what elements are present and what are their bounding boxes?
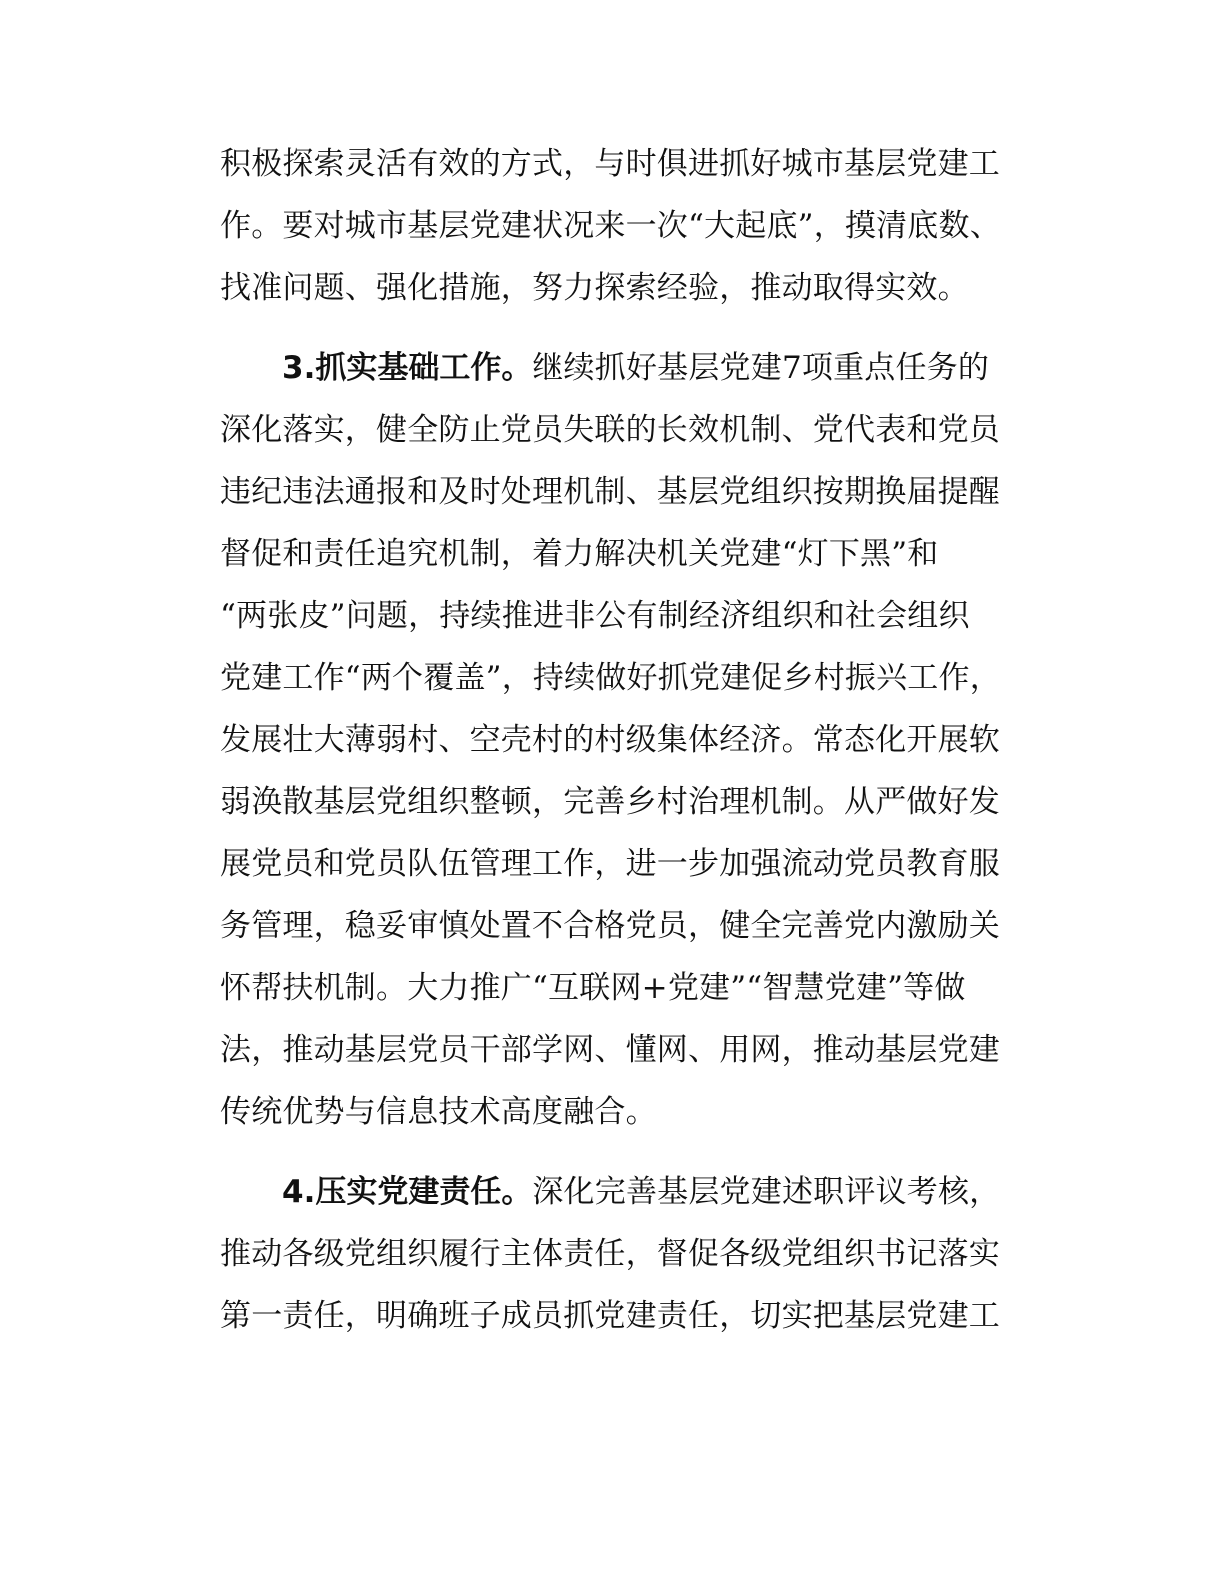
- section-3-heading: 3.抓实基础工作。: [282, 350, 533, 386]
- section-4-heading: 4.压实党建责任。: [282, 1174, 533, 1210]
- text-line: 弱涣散基层党组织整顿，完善乡村治理机制。从严做好发: [220, 784, 1000, 820]
- text-line: 第一责任，明确班子成员抓党建责任，切实把基层党建工: [220, 1298, 1000, 1334]
- text-line: 党建工作“两个覆盖”，持续做好抓党建促乡村振兴工作，: [220, 660, 1001, 696]
- text-line: 务管理，稳妥审慎处置不合格党员，健全完善党内激励关: [220, 908, 1000, 944]
- section-3-first-line: [282, 346, 989, 390]
- text-line: 督促和责任追究机制，着力解决机关党建“灯下黑”和: [220, 536, 939, 572]
- section-4-text: 深化完善基层党建述职评议考核，: [532, 1174, 1001, 1210]
- text-line: 找准问题、强化措施，努力探索经验，推动取得实效。: [220, 270, 969, 306]
- text-line: 发展壮大薄弱村、空壳村的村级集体经济。常态化开展软: [220, 722, 1000, 758]
- text-line: 作。要对城市基层党建状况来一次“大起底”，摸清底数、: [220, 208, 1001, 244]
- text-line: 违纪违法通报和及时处理机制、基层党组织按期换届提醒: [220, 474, 1000, 510]
- text-line: 深化落实，健全防止党员失联的长效机制、党代表和党员: [220, 412, 1000, 448]
- text-line: 传统优势与信息技术高度融合。: [220, 1094, 657, 1130]
- text-line: 法，推动基层党员干部学网、懂网、用网，推动基层党建: [220, 1032, 1000, 1068]
- text-line: “两张皮”问题，持续推进非公有制经济组织和社会组织: [220, 598, 970, 634]
- text-line: 推动各级党组织履行主体责任，督促各级党组织书记落实: [220, 1236, 1000, 1272]
- text-line: 积极探索灵活有效的方式，与时俱进抓好城市基层党建工: [220, 146, 1000, 182]
- section-4-first-line: [282, 1170, 1000, 1214]
- section-3-text: 继续抓好基层党建7项重点任务的: [532, 350, 990, 386]
- text-line: 怀帮扶机制。大力推广“互联网+党建”“智慧党建”等做: [220, 970, 966, 1006]
- text-line: 展党员和党员队伍管理工作，进一步加强流动党员教育服: [220, 846, 1000, 882]
